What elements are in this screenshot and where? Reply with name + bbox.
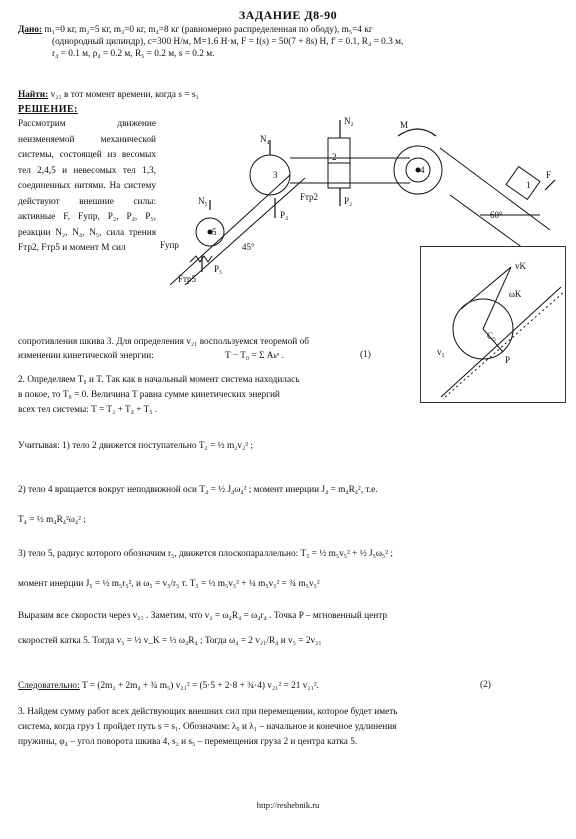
consequently-label: Следовательно: bbox=[18, 681, 80, 691]
text-theorem-intro: изменении кинетической энергии: bbox=[18, 351, 154, 361]
label-body-2: 2 bbox=[332, 152, 337, 162]
label-body-4: 4 bbox=[420, 165, 425, 175]
solution-column-text: Рассмотрим движение неизменяемой механической системы, состоящей из весомых тел 2,4,5 и невесомых тел 1,3, соединенных нитями. На систему действуют внешние силы: активные F, Fупр, P₂, P₄, P₅, реакции N₂, N₄, N₅, сила трения Fтр2, Fтр5 и момент M сил bbox=[18, 119, 156, 253]
text-velocities: Выразим все скорости через v₂₁ . Заметим, что v₂ = ω₄R₄ = ω₄r₄ . Точка P – мгновенный центр bbox=[18, 611, 388, 621]
label-N5: N₅ bbox=[198, 196, 208, 206]
find-label: Найти: bbox=[18, 90, 49, 100]
label-body-5: 5 bbox=[212, 227, 217, 237]
equation-theorem: T − T₀ = Σ Aₖᵉ . bbox=[225, 351, 284, 361]
label-M: M bbox=[400, 120, 409, 130]
label-P5: P₅ bbox=[214, 264, 223, 274]
text-body5: 3) тело 5, радиус которого обозначим r₅, движется плоскопараллельно: T₅ = ½ m₅v₅² + ½ J₅ω₅² ; bbox=[18, 549, 393, 559]
page-title: ЗАДАНИЕ Д8-90 bbox=[238, 8, 338, 22]
find-block bbox=[18, 90, 199, 100]
label-angle-60: 60° bbox=[490, 210, 503, 220]
label-angle-45: 45° bbox=[242, 242, 255, 252]
note-label: Учитывая: bbox=[18, 441, 60, 451]
note-text: 1) тело 2 движется поступательно T₂ = ½ m₂v₂² ; bbox=[62, 441, 254, 451]
text-p3-line2: система, когда груз 1 пройдет путь s = s₁. Обозначим: λ₀ и λ₁ – начальное и конечное удлинения bbox=[18, 722, 397, 732]
text-body4-result: T₄ = ½ m₄R₄²ω₄² ; bbox=[18, 515, 86, 525]
inset-label-vK: vK bbox=[515, 261, 526, 271]
text-p2-line3: всех тел системы: T = T₂ + T₄ + T₅ . bbox=[18, 405, 158, 415]
inset-label-C5: C₅ bbox=[487, 331, 497, 341]
text-resistance: сопротивления шкива 3. Для определения v₂₁ воспользуемся теоремой об bbox=[18, 337, 309, 347]
text-velocity-center: скоростей катка 5. Тогда v₅ = ½ v_K = ½ ω₄R₄ ; Тогда ω₄ = 2 v₂₁/R₄ и v₅ = 2v₂₁ bbox=[18, 636, 322, 646]
equation-number-1: (1) bbox=[360, 350, 371, 360]
footer-link[interactable]: http://reshebnik.ru bbox=[256, 800, 320, 810]
inset-label-P: P bbox=[505, 355, 511, 365]
given-block bbox=[18, 24, 563, 60]
given-label: Дано: bbox=[18, 25, 43, 35]
equation-number-2: (2) bbox=[480, 680, 491, 690]
text-p2-line1: 2. Определяем T₀ и T. Так как в начальный момент система находилась bbox=[18, 375, 300, 385]
label-N2: N₂ bbox=[344, 116, 354, 126]
text-note bbox=[18, 440, 563, 452]
given-line-1: m₁=0 кг, m₂=5 кг, m₃=0 кг, m₄=8 кг (равномерно распределенная по ободу), m₅=4 кг bbox=[44, 25, 373, 35]
text-p3-line3: пружины, φ₄ – угол поворота шкива 4, s₂ и s₅ – перемещения груза 2 и центра катка 5. bbox=[18, 737, 358, 747]
solution-heading: РЕШЕНИЕ: bbox=[18, 104, 78, 115]
label-N4: N₄ bbox=[260, 134, 270, 144]
given-line-3: r₄ = 0.1 м, ρ₄ = 0.2 м, R₅ = 0.2 м, s = 0.2 м. bbox=[52, 49, 215, 59]
label-P4: P₄ bbox=[280, 210, 289, 220]
label-Ftr2: Fтр2 bbox=[300, 192, 319, 202]
given-line-2: (однородный цилиндр), c=300 Н/м, M=1.6 Н·м, F = f(s) = 50(7 + 8s) Н, f' = 0.1, R₄ = 0.3 м, bbox=[52, 37, 404, 47]
label-P2: P₂ bbox=[344, 196, 353, 206]
text-body5-inertia: момент инерции J₅ = ½ m₅r₅², и ω₅ = v₅/r₅ т. T₅ = ½ m₅v₅² + ¼ m₅v₅² = ¾ m₅v₅² bbox=[18, 579, 320, 589]
consequently-formula: T = (2m₂ + 2m₄ + ¾ m₅) v₂₁² = (5·5 + 2·8 + ¾·4) v₂₁² = 21 v₂₁². bbox=[81, 681, 319, 691]
label-Fupr: Fупр bbox=[160, 240, 179, 250]
text-p2-line2: в покое, то T₀ = 0. Величина T равна сумме кинетических энергий bbox=[18, 390, 280, 400]
label-body-3: 3 bbox=[273, 170, 278, 180]
inset-label-omegaK: ωK bbox=[509, 289, 522, 299]
label-F: F bbox=[546, 170, 552, 180]
text-p3-line1: 3. Найдем сумму работ всех действующих внешних сил при перемещении, которое будет иметь bbox=[18, 707, 398, 717]
label-Ftr5: Fтр5 bbox=[178, 274, 197, 284]
find-text: v₂₁ в тот момент времени, когда s = s₁ bbox=[50, 90, 199, 100]
label-body-1: 1 bbox=[526, 180, 531, 190]
inset-label-v5: v₅ bbox=[437, 347, 445, 357]
text-body4: 2) тело 4 вращается вокруг неподвижной оси T₄ = ½ J₄ω₄² ; момент инерции J₄ = m₄R₄², т.е. bbox=[18, 485, 378, 495]
